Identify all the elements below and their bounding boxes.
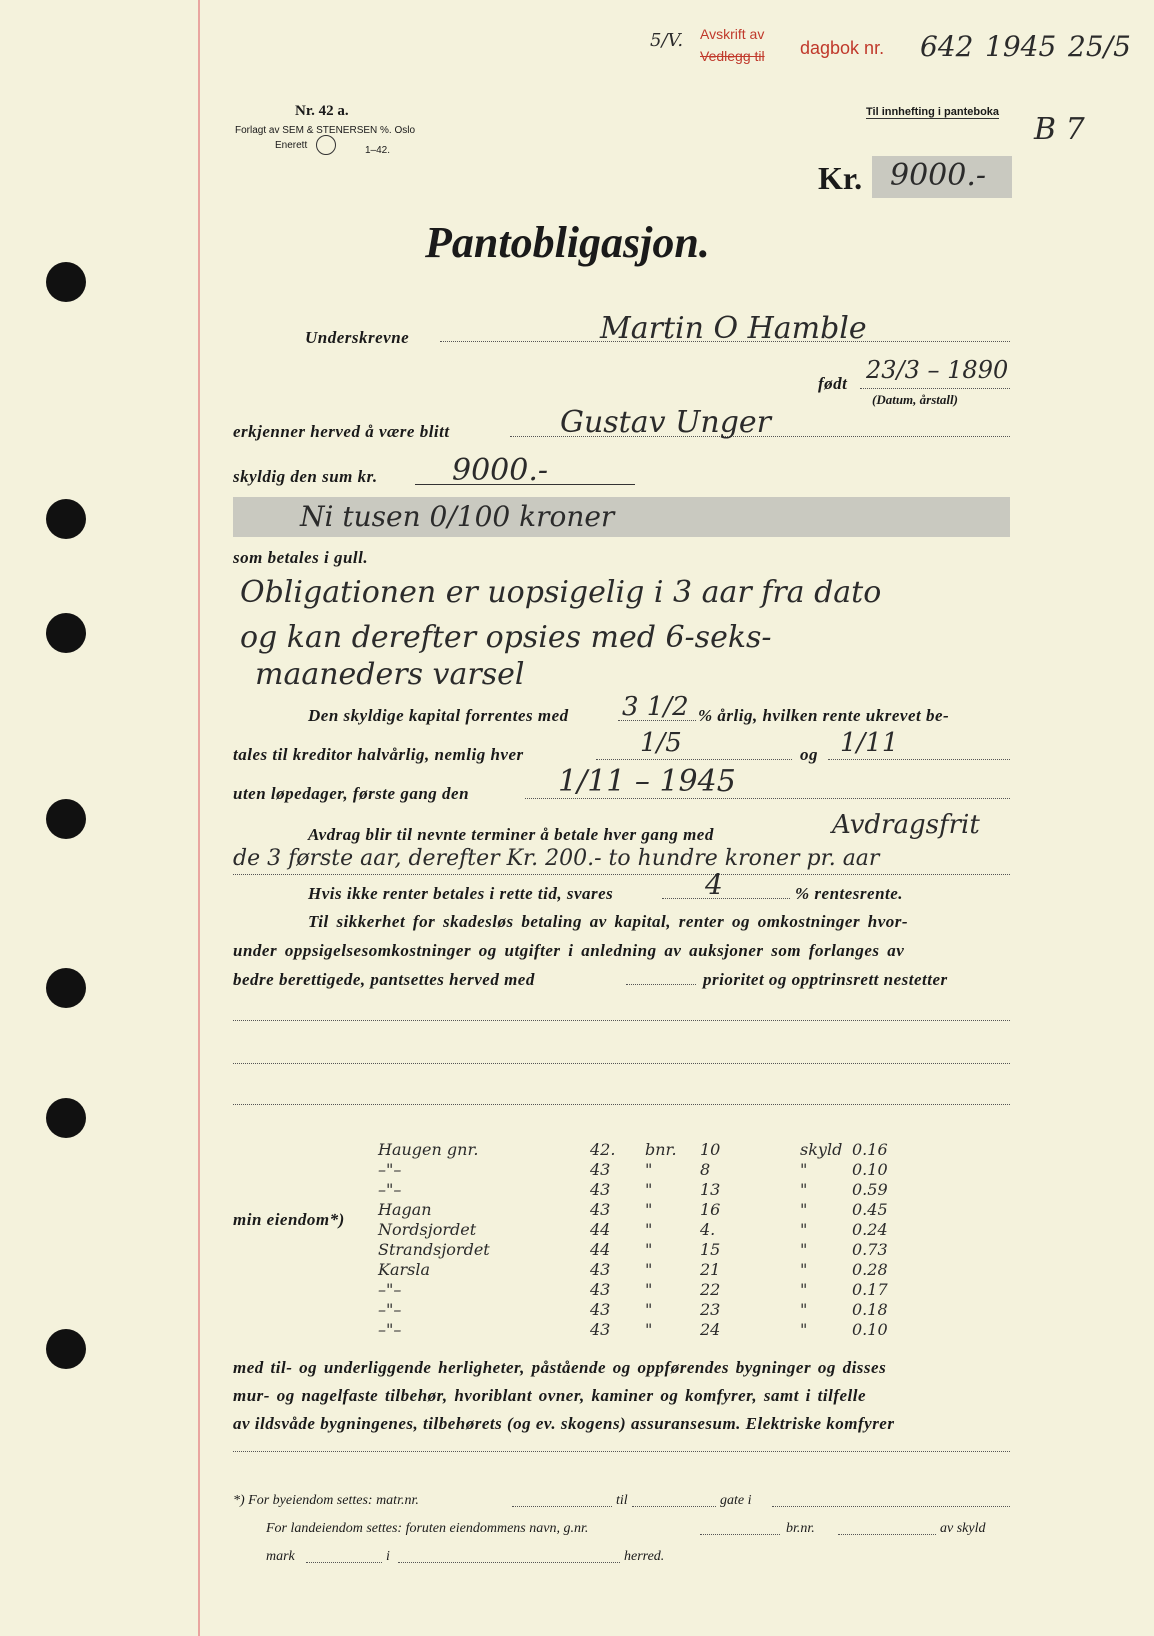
property-cell-bnr-label: ": [645, 1180, 653, 1199]
punch-hole: [46, 499, 86, 539]
property-cell-name: –"–: [378, 1320, 402, 1339]
property-cell-bnr: 15: [700, 1240, 721, 1259]
property-cell-name: Nordsjordet: [378, 1220, 477, 1239]
footnote-line1-c: gate i: [720, 1493, 752, 1508]
security-line1: Til sikkerhet for skadesløs betaling av kapital, renter og omkostninger hvor-: [308, 912, 909, 931]
property-cell-skyld: 0.16: [852, 1140, 888, 1159]
property-cell-gnr: 44: [590, 1220, 611, 1239]
renter-label1: Hvis ikke renter betales i rette tid, svares: [308, 884, 614, 903]
stamp-prefix: 5/V.: [650, 30, 684, 51]
footnote-line1-b: til: [616, 1493, 628, 1508]
property-cell-skyld: 0.24: [852, 1220, 888, 1239]
property-cell-bnr: 8: [700, 1160, 711, 1179]
property-cell-bnr: 13: [700, 1180, 721, 1199]
property-cell-skyld-label: ": [800, 1300, 808, 1319]
footnote-dots: [512, 1506, 612, 1507]
footnote-line3-b: i: [386, 1549, 390, 1564]
page-title: Pantobligasjon.: [425, 218, 710, 267]
property-cell-bnr-label: bnr.: [645, 1140, 677, 1159]
footnote-line1-a: *) For byeiendom settes: matr.nr.: [233, 1493, 419, 1508]
punch-hole: [46, 262, 86, 302]
property-cell-bnr: 10: [700, 1140, 721, 1159]
property-cell-gnr: 43: [590, 1320, 611, 1339]
form-number: Nr. 42 a.: [295, 103, 349, 119]
property-cell-gnr: 44: [590, 1240, 611, 1259]
avdrag-value1: Avdragsfrit: [832, 810, 980, 840]
property-cell-gnr: 43: [590, 1280, 611, 1299]
property-cell-skyld-label: ": [800, 1240, 808, 1259]
rente-label1: Den skyldige kapital forrentes med: [308, 706, 569, 725]
punch-hole: [46, 968, 86, 1008]
punch-hole: [46, 613, 86, 653]
underskrevne-value: Martin O Hamble: [600, 311, 867, 346]
stamp-dagbok: dagbok nr.: [800, 38, 885, 58]
halvarlig-label: tales til kreditor halvårlig, nemlig hver: [233, 745, 524, 764]
tilbehor-line1: med til- og underliggende herligheter, påstående og oppførendes bygninger og disses: [233, 1358, 887, 1377]
property-cell-skyld: 0.45: [852, 1200, 888, 1219]
punch-hole: [46, 1098, 86, 1138]
property-cell-bnr-label: ": [645, 1320, 653, 1339]
tilbehor-line2: mur- og nagelfaste tilbehør, hvoriblant ovner, kaminer og komfyrer, samt i tilfelle: [233, 1386, 867, 1405]
amount-words: Ni tusen 0/100 kroner: [300, 500, 615, 533]
fodt-line: [860, 388, 1010, 389]
property-cell-bnr: 4.: [700, 1220, 716, 1239]
property-cell-skyld-label: ": [800, 1160, 808, 1179]
stamp-line1: Avskrift av: [700, 26, 765, 42]
property-cell-skyld-label: ": [800, 1220, 808, 1239]
footnote-dots: [398, 1562, 620, 1563]
forste-gang: 1/11 – 1945: [558, 764, 736, 799]
property-cell-name: –"–: [378, 1180, 402, 1199]
property-cell-bnr-label: ": [645, 1240, 653, 1259]
property-cell-name: Hagan: [378, 1200, 432, 1219]
property-cell-skyld: 0.28: [852, 1260, 888, 1279]
property-cell-bnr-label: ": [645, 1280, 653, 1299]
property-cell-skyld: 0.18: [852, 1300, 888, 1319]
property-cell-name: Haugen gnr.: [378, 1140, 479, 1159]
kr-label: Kr.: [818, 160, 863, 196]
property-cell-skyld: 0.10: [852, 1320, 888, 1339]
corner-mark: B 7: [1034, 112, 1085, 147]
footnote-dots: [632, 1506, 716, 1507]
rente-label2: % årlig, hvilken rente ukrevet be-: [698, 706, 950, 725]
footnote-dots: [306, 1562, 382, 1563]
skyldig-value: 9000.-: [452, 453, 549, 488]
property-cell-gnr: 43: [590, 1300, 611, 1319]
renter-value: 4: [705, 868, 723, 901]
property-cell-bnr-label: ": [645, 1160, 653, 1179]
dagbok-year: 1945: [985, 30, 1057, 63]
property-cell-name: –"–: [378, 1300, 402, 1319]
blank-line: [233, 1451, 1010, 1452]
tilbehor-line3: av ildsvåde bygningenes, tilbehørets (og ev. skogens) assuransesum. Elektriske komfyrer: [233, 1414, 895, 1433]
property-cell-skyld: 0.73: [852, 1240, 888, 1259]
stamp-line2: Vedlegg til: [700, 48, 765, 64]
clause-line3: maaneders varsel: [255, 657, 525, 692]
property-cell-skyld: 0.17: [852, 1280, 888, 1299]
dagbok-date: 25/5: [1068, 30, 1131, 63]
termin2-line: [828, 759, 1010, 760]
punch-hole: [46, 799, 86, 839]
skyldig-label: skyldig den sum kr.: [233, 467, 378, 486]
property-cell-bnr-label: ": [645, 1200, 653, 1219]
clause-line1: Obligationen er uopsigelig i 3 aar fra dato: [240, 575, 882, 610]
property-cell-gnr: 42.: [590, 1140, 616, 1159]
property-cell-skyld-label: ": [800, 1280, 808, 1299]
property-cell-bnr: 21: [700, 1260, 721, 1279]
fodt-value: 23/3 – 1890: [866, 356, 1009, 384]
blank-line: [233, 1104, 1010, 1105]
termin1-line: [596, 759, 792, 760]
property-cell-name: Karsla: [378, 1260, 431, 1279]
security-line2: under oppsigelsesomkostninger og utgifter i anledning av auksjoner som forlanges av: [233, 941, 905, 960]
termin1: 1/5: [640, 728, 682, 758]
property-cell-skyld-label: ": [800, 1200, 808, 1219]
property-cell-bnr: 24: [700, 1320, 721, 1339]
min-eiendom-label: min eiendom*): [233, 1210, 345, 1229]
renter-line: [662, 898, 790, 899]
property-cell-gnr: 43: [590, 1180, 611, 1199]
erkjenner-label: erkjenner herved å være blitt: [233, 422, 450, 441]
footnote-line3-a: mark: [266, 1549, 295, 1564]
termin2: 1/11: [840, 728, 899, 758]
property-cell-gnr: 43: [590, 1260, 611, 1279]
property-cell-bnr: 23: [700, 1300, 721, 1319]
gull-label: som betales i gull.: [233, 548, 369, 567]
footnote-dots: [838, 1534, 936, 1535]
prioritet-line: [626, 984, 696, 985]
blank-line: [233, 1063, 1010, 1064]
avdrag-label: Avdrag blir til nevnte terminer å betale hver gang med: [308, 825, 714, 844]
lopedager-label: uten løpedager, første gang den: [233, 784, 470, 803]
property-cell-name: Strandsjordet: [378, 1240, 490, 1259]
property-cell-bnr-label: ": [645, 1220, 653, 1239]
form-date: 1–42.: [365, 145, 391, 156]
publisher-enerett: Enerett: [275, 140, 308, 151]
renter-label2: % rentesrente.: [795, 884, 904, 903]
erkjenner-value: Gustav Unger: [560, 405, 772, 440]
property-cell-bnr: 16: [700, 1200, 721, 1219]
property-cell-skyld: 0.59: [852, 1180, 888, 1199]
clause-line2: og kan derefter opsies med 6-seks-: [240, 620, 772, 655]
footnote-dots: [772, 1506, 1010, 1507]
property-cell-skyld-label: ": [800, 1260, 808, 1279]
property-cell-gnr: 43: [590, 1200, 611, 1219]
property-cell-bnr-label: ": [645, 1300, 653, 1319]
rente-value: 3 1/2: [622, 692, 689, 722]
property-cell-skyld-label: ": [800, 1320, 808, 1339]
property-cell-skyld-label: ": [800, 1180, 808, 1199]
property-cell-bnr-label: ": [645, 1260, 653, 1279]
footnote-line2-c: av skyld: [940, 1521, 986, 1536]
kr-value: 9000.-: [890, 158, 987, 193]
security-line3: bedre berettigede, pantsettes herved med: [233, 970, 535, 989]
blank-line: [233, 1020, 1010, 1021]
property-cell-skyld-label: skyld: [800, 1140, 843, 1159]
right-note: Til innhefting i panteboka: [866, 106, 1000, 118]
security-line3b: prioritet og opptrinsrett nestetter: [703, 970, 948, 989]
footnote-line2-b: br.nr.: [786, 1521, 815, 1536]
property-cell-bnr: 22: [700, 1280, 721, 1299]
publisher: Forlagt av SEM & STENERSEN %. Oslo: [235, 125, 416, 136]
property-cell-gnr: 43: [590, 1160, 611, 1179]
underskrevne-label: Underskrevne: [305, 328, 410, 347]
punch-hole: [46, 1329, 86, 1369]
margin-line: [198, 0, 200, 1636]
property-cell-skyld: 0.10: [852, 1160, 888, 1179]
avdrag-line: [233, 874, 1010, 875]
publisher-logo-icon: [316, 135, 336, 155]
property-cell-name: –"–: [378, 1160, 402, 1179]
footnote-line3-c: herred.: [624, 1549, 665, 1564]
datum-note: (Datum, årstall): [872, 392, 958, 407]
og-label: og: [800, 745, 818, 764]
property-cell-name: –"–: [378, 1280, 402, 1299]
avdrag-value2: de 3 første aar, derefter Kr. 200.- to hundre kroner pr. aar: [233, 846, 880, 871]
fodt-label: født: [818, 374, 848, 393]
dagbok-number: 642: [920, 30, 974, 63]
footnote-dots: [700, 1534, 780, 1535]
footnote-line2-a: For landeiendom settes: foruten eiendommens navn, g.nr.: [266, 1521, 589, 1536]
